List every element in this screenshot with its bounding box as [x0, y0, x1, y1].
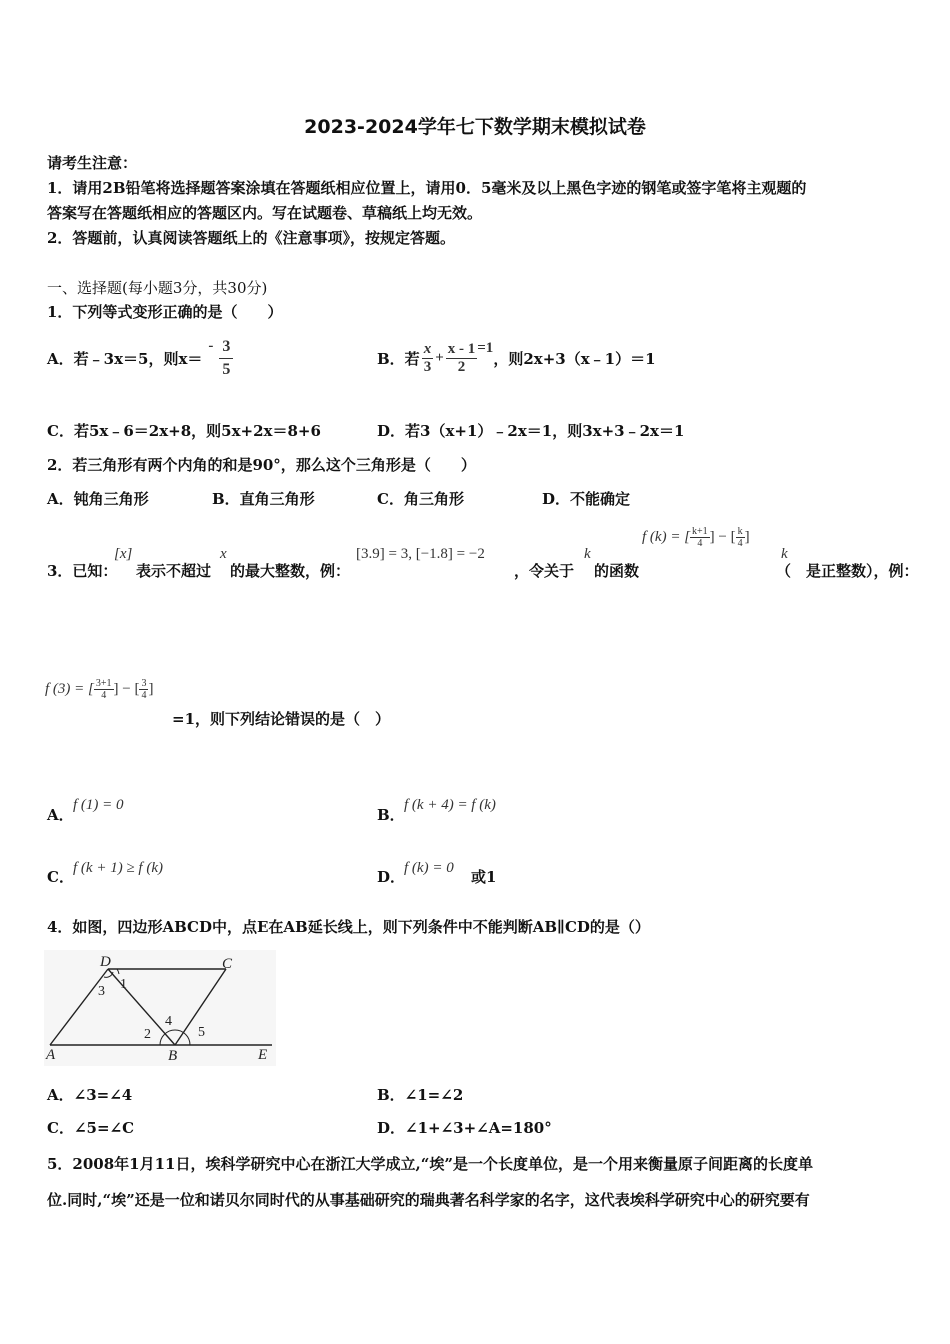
angle-label-5: 5: [198, 1025, 205, 1040]
q4-option-b: B．∠1=∠2: [377, 1086, 464, 1104]
q3-math-floor-x: [x]: [114, 546, 133, 562]
q1-b-frac1-den: 3: [423, 358, 432, 375]
q3-math-k2: k: [781, 546, 788, 562]
q3-fn-left: f (k) = [: [642, 529, 691, 545]
q3-text-3: 的最大整数，例：: [230, 562, 351, 580]
q3-fn-mid: ] − [: [709, 529, 736, 545]
q1-b-frac1: [422, 341, 434, 375]
q3-option-d-math: f (k) = 0: [404, 860, 454, 876]
q3-ex-frac1: [94, 678, 114, 701]
q3-ex-frac1-den: 4: [101, 690, 107, 701]
q1-b-frac2-num: x - 1: [447, 341, 476, 357]
label-e: E: [258, 1047, 268, 1063]
q4-figure: [44, 950, 276, 1066]
q3-math-k: k: [584, 546, 591, 562]
notice-line-1: 1．请用2B铅笔将选择题答案涂填在答题纸相应位置上，请用0．5毫米及以上黑色字迹的钢笔或签字笔将主观题的: [47, 179, 807, 197]
angle-label-4: 4: [165, 1014, 172, 1029]
q3-option-a-label: A．: [47, 806, 74, 824]
label-a: A: [46, 1047, 56, 1063]
q4-option-a: A．∠3=∠4: [47, 1086, 133, 1104]
q1-b-suffix: ，则2x+3（x﹣1）＝1: [493, 349, 656, 368]
q3-option-d-label: D．: [377, 868, 406, 886]
notice-line-2: 2．答题前，认真阅读答题纸上的《注意事项》，按规定答题。: [47, 229, 455, 247]
q1-option-c: C．若5x﹣6＝2x+8，则5x+2x＝8+6: [47, 422, 321, 440]
q3-option-b-label: B．: [377, 806, 405, 824]
q1-b-plus: +: [435, 349, 444, 366]
q3-fn-frac1: [690, 526, 710, 549]
q1-a-minus: -: [208, 337, 214, 354]
label-d: D: [100, 954, 111, 970]
q1-a-numerator: 3: [219, 338, 233, 359]
q3-text-4: ，令关于: [514, 562, 575, 580]
notice-line-1b: 答案写在答题纸相应的答题区内。写在试题卷、草稿纸上均无效。: [47, 204, 483, 222]
q2-option-c: C．角三角形: [377, 490, 464, 508]
q4-option-c: C．∠5=∠C: [47, 1119, 135, 1137]
q5-line-1: 5．2008年1月11日，埃科学研究中心在浙江大学成立,“埃”是一个长度单位，是一个用来衡量原子间距离的长度单: [47, 1155, 813, 1173]
q4-option-d: D．∠1+∠3+∠A=180°: [377, 1119, 552, 1137]
q1-b-frac1-num: x: [423, 341, 432, 357]
q3-option-c-math: f (k + 1) ≥ f (k): [73, 860, 163, 876]
label-c: C: [222, 956, 233, 972]
q5-line-2: 位.同时,“埃”还是一位和诺贝尔同时代的从事基础研究的瑞典著名科学家的名字，这代表埃科学研究中心的研究要有: [47, 1191, 810, 1209]
q3-ex-left: f (3) = [: [45, 681, 94, 697]
q3-text-5: 的函数: [594, 562, 640, 580]
q1-a-fraction: [219, 338, 233, 378]
q3-math-x: x: [220, 546, 227, 562]
page-title: 2023-2024学年七下数学期末模拟试卷: [304, 116, 646, 138]
notice-heading: 请考生注意：: [47, 154, 138, 172]
q3-text-7: =1，则下列结论错误的是（ ）: [172, 710, 391, 728]
q4-stem: 4．如图，四边形ABCD中，点E在AB延长线上，则下列条件中不能判断AB∥CD的是（）: [47, 918, 650, 936]
q3-text-6: （ 是正整数），例：: [776, 562, 919, 580]
q3-fn-frac2-num: k: [737, 526, 743, 537]
q1-option-a: [47, 336, 233, 380]
q2-option-a: A．钝角三角形: [47, 490, 149, 508]
q3-example: [45, 678, 153, 701]
q3-fn-frac2: [736, 526, 745, 549]
label-b: B: [168, 1048, 178, 1064]
q1-option-d: D．若3（x+1）﹣2x＝1，则3x+3﹣2x＝1: [377, 422, 685, 440]
section-heading: 一、选择题(每小题3分，共30分): [47, 279, 268, 297]
q1-b-frac2-den: 2: [457, 358, 466, 375]
q3-ex-frac2-den: 4: [141, 690, 147, 701]
q3-fn-frac2-den: 4: [737, 538, 743, 549]
q3-ex-frac2: [139, 678, 148, 701]
q3-text-2: 表示不超过: [136, 562, 212, 580]
q3-ex-mid: ] − [: [113, 681, 140, 697]
q3-math-examples: [3.9] = 3, [−1.8] = −2: [356, 546, 485, 562]
q3-option-c-label: C．: [47, 868, 74, 886]
q1-b-prefix: B．若: [377, 349, 420, 368]
q3-text-1: 3．已知：: [47, 562, 118, 580]
q2-option-d: D．不能确定: [542, 490, 631, 508]
q3-ex-right: ]: [148, 681, 154, 697]
q2-option-b: B．直角三角形: [212, 490, 315, 508]
q3-option-b-math: f (k + 4) = f (k): [404, 797, 496, 813]
q1-a-denominator: 5: [222, 360, 231, 378]
q3-fn-right: ]: [744, 529, 750, 545]
q3-option-a-math: f (1) = 0: [73, 797, 124, 813]
q1-option-b: [377, 336, 656, 380]
q1-b-eq: =1: [477, 339, 494, 356]
q2-stem: 2．若三角形有两个内角的和是90°，那么这个三角形是（ ）: [47, 456, 476, 474]
q3-fn-frac1-num: k+1: [692, 526, 708, 537]
q3-ex-frac1-num: 3+1: [95, 678, 112, 689]
q3-fn-frac1-den: 4: [697, 538, 703, 549]
q3-option-d-suffix: 或1: [471, 868, 497, 886]
q1-b-frac2: [446, 341, 478, 375]
q3-ex-frac2-num: 3: [141, 678, 147, 689]
q1-stem: 1．下列等式变形正确的是（ ）: [47, 303, 283, 321]
angle-label-1: 1: [120, 977, 127, 992]
q3-math-function: [642, 526, 750, 549]
angle-label-2: 2: [144, 1027, 151, 1042]
q1-a-text: A．若﹣3x＝5，则x＝: [47, 349, 203, 368]
angle-label-3: 3: [98, 984, 105, 999]
